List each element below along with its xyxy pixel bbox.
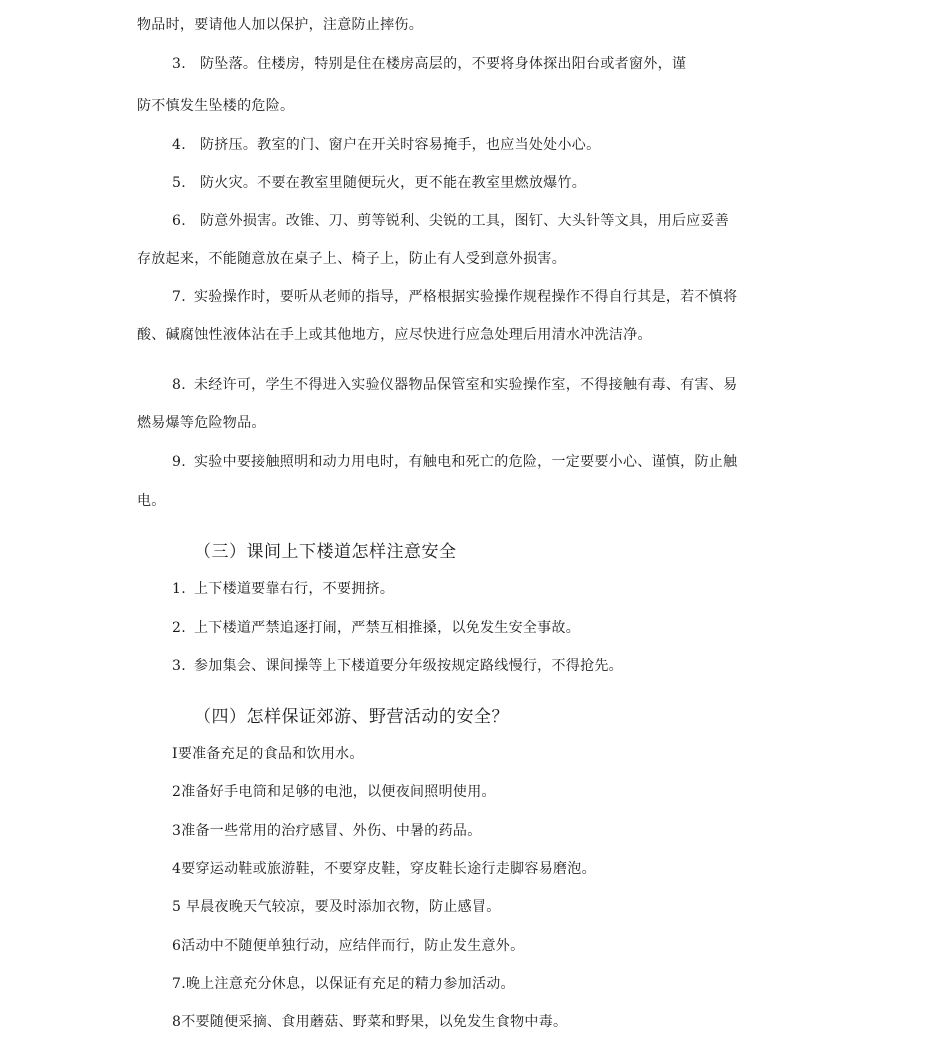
list-item [172,54,686,74]
item-text: 防坠落。住楼房，特别是住在楼房高层的，不要将身体探出阳台或者窗外，谨 [199,56,687,72]
item-number: 5. [172,175,186,191]
item-text: 防火灾。不要在教室里随便玩火，更不能在教室里燃放爆竹。 [199,175,587,191]
list-item [172,375,737,395]
item-number: 4. [172,137,186,153]
item-number: 2. [172,620,186,636]
item-number: 1. [172,581,186,597]
list-item: 3准备一些常用的治疗感冒、外伤、中暑的药品。 [172,823,482,839]
item-number: 7. [172,289,186,305]
list-item-continuation: 存放起来，不能随意放在桌子上、椅子上，防止有人受到意外损害。 [137,251,566,267]
list-item [172,579,394,599]
list-item: I要准备充足的食品和饮用水。 [172,746,364,762]
item-number: 8. [172,377,186,393]
list-item: 6活动中不随便单独行动，应结伴而行，防止发生意外。 [172,938,525,954]
item-text: 未经许可，学生不得进入实验仪器物品保管室和实验操作室，不得接触有毒、有害、易 [193,377,738,393]
item-number: 9. [172,454,186,470]
list-item-continuation: 电。 [137,493,166,509]
list-item: 5 早晨夜晚天气较凉，要及时添加衣物，防止感冒。 [172,899,501,915]
section-heading: （三）课间上下楼道怎样注意安全 [194,542,457,562]
item-text: 实验操作时，要听从老师的指导，严格根据实验操作规程操作不得自行其是，若不慎将 [193,289,738,305]
list-item [172,452,737,472]
item-number: 3. [172,56,186,72]
item-text: 上下楼道严禁追逐打闹，严禁互相推搡，以免发生安全事故。 [193,620,581,636]
item-text: 防挤压。教室的门、窗户在开关时容易掩手，也应当处处小心。 [199,137,601,153]
item-text: 防意外损害。改锥、刀、剪等锐利、尖锐的工具，图钉、大头针等文具，用后应妥善 [199,213,730,229]
list-item [172,656,623,676]
list-item [172,287,737,307]
list-item-continuation: 防不慎发生坠楼的危险。 [137,98,295,114]
section-heading: （四）怎样保证郊游、野营活动的安全？ [194,707,509,727]
list-item-continuation: 酸、碱腐蚀性液体沾在手上或其他地方，应尽快进行应急处理后用清水冲洗洁净。 [137,327,652,343]
list-item [172,173,586,193]
list-item [172,618,580,638]
list-item: 8不要随便采摘、食用蘑菇、野菜和野果，以免发生食物中毒。 [172,1014,568,1030]
list-item [172,135,600,155]
item-text: 实验中要接触照明和动力用电时，有触电和死亡的危险，一定要要小心、谨慎，防止触 [193,454,738,470]
list-item: 7.晚上注意充分休息，以保证有充足的精力参加活动。 [172,976,515,992]
list-item-continuation: 燃易爆等危险物品。 [137,415,266,431]
list-item [172,211,729,231]
item-number: 3. [172,658,186,674]
paragraph-line: 物品时，要请他人加以保护，注意防止摔伤。 [137,17,423,33]
item-number: 6. [172,213,186,229]
list-item: 2准备好手电筒和足够的电池，以便夜间照明使用。 [172,784,496,800]
item-text: 参加集会、课间操等上下楼道要分年级按规定路线慢行，不得抢先。 [193,658,623,674]
list-item: 4要穿运动鞋或旅游鞋，不要穿皮鞋，穿皮鞋长途行走脚容易磨泡。 [172,861,596,877]
item-text: 上下楼道要靠右行，不要拥挤。 [193,581,395,597]
